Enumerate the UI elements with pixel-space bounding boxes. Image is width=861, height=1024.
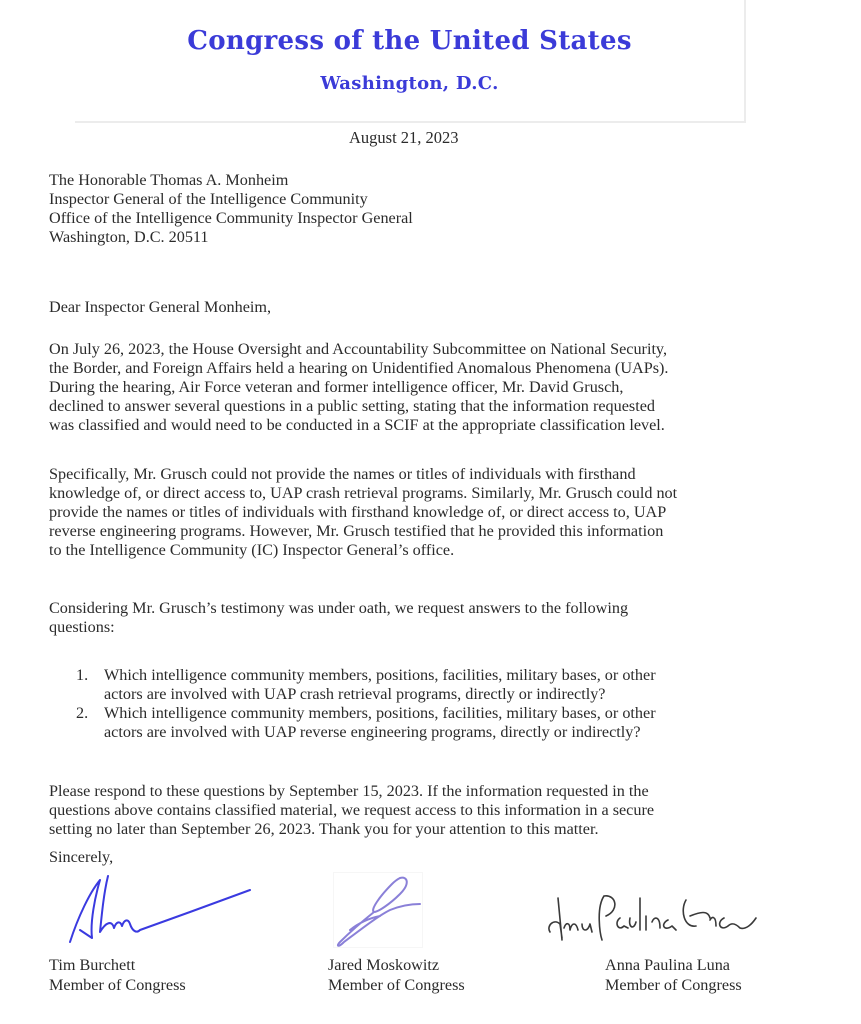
text-line: declined to answer several questions in a public setting, stating that the information requested [49,397,655,415]
signatory-luna [605,956,742,996]
recipient-address [49,171,829,247]
text-line: questions above contains classified material, we request access to this information in a secure [49,801,655,819]
text-line: Considering Mr. Grusch’s testimony was under oath, we request answers to the following [49,599,629,617]
text-line: Which intelligence community members, positions, facilities, military bases, or other [104,666,656,684]
text-line: Please respond to these questions by September 15, 2023. If the information requested in the [49,782,649,800]
text-line: provide the names or titles of individuals with firsthand knowledge of, or direct access to, UAP [49,503,667,521]
text-line: knowledge of, or direct access to, UAP crash retrieval programs. Similarly, Mr. Grusch could not [49,484,678,502]
text-line: During the hearing, Air Force veteran and former intelligence officer, Mr. David Grusch, [49,378,624,396]
text-line: questions: [49,618,115,636]
text-line: On July 26, 2023, the House Oversight and Accountability Subcommittee on National Security, [49,340,668,358]
text-line: Which intelligence community members, positions, facilities, military bases, or other [104,704,656,722]
recipient-name: The Honorable Thomas A. Monheim [49,171,289,189]
list-number: 1. [76,666,89,684]
letterhead-title: Congress of the United States [187,26,632,56]
signatory-title: Member of Congress [605,976,742,994]
body-paragraph-1 [49,340,829,435]
text-line: was classified and would need to be conducted in a SCIF at the appropriate classification level. [49,416,665,434]
question-item-1 [76,666,776,704]
signatory-burchett [49,956,186,996]
signature-burchett [60,872,260,952]
text-line: the Border, and Foreign Affairs held a hearing on Unidentified Anomalous Phenomena (UAPs). [49,359,669,377]
body-paragraph-3 [49,599,829,637]
letterhead-subtitle: Washington, D.C. [320,73,499,94]
signatory-name: Tim Burchett [49,956,136,974]
body-paragraph-4 [49,782,829,839]
text-line: actors are involved with UAP crash retrieval programs, directly or indirectly? [104,685,606,703]
letterhead [75,0,746,123]
recipient-title: Inspector General of the Intelligence Community [49,190,368,208]
letter-date: August 21, 2023 [349,128,459,147]
text-line: setting no later than September 26, 2023. Thank you for your attention to this matter. [49,820,599,838]
text-line: Specifically, Mr. Grusch could not provide the names or titles of individuals with firsthand [49,465,636,483]
signatory-name: Jared Moskowitz [328,956,440,974]
text-line: reverse engineering programs. However, Mr. Grusch testified that he provided this information [49,522,664,540]
signatory-moskowitz [328,956,465,996]
recipient-office: Office of the Intelligence Community Inspector General [49,209,413,227]
signatory-title: Member of Congress [328,976,465,994]
question-item-2 [76,704,776,742]
list-number: 2. [76,704,89,722]
salutation: Dear Inspector General Monheim, [49,298,272,316]
signature-moskowitz [330,872,430,952]
signatory-title: Member of Congress [49,976,186,994]
signature-luna [540,888,770,948]
text-line: actors are involved with UAP reverse engineering programs, directly or indirectly? [104,723,641,741]
questions-list [76,666,776,742]
text-line: to the Intelligence Community (IC) Inspector General’s office. [49,541,455,559]
body-paragraph-2 [49,465,829,560]
signatory-name: Anna Paulina Luna [605,956,730,974]
recipient-city: Washington, D.C. 20511 [49,228,209,246]
closing: Sincerely, [49,848,114,866]
